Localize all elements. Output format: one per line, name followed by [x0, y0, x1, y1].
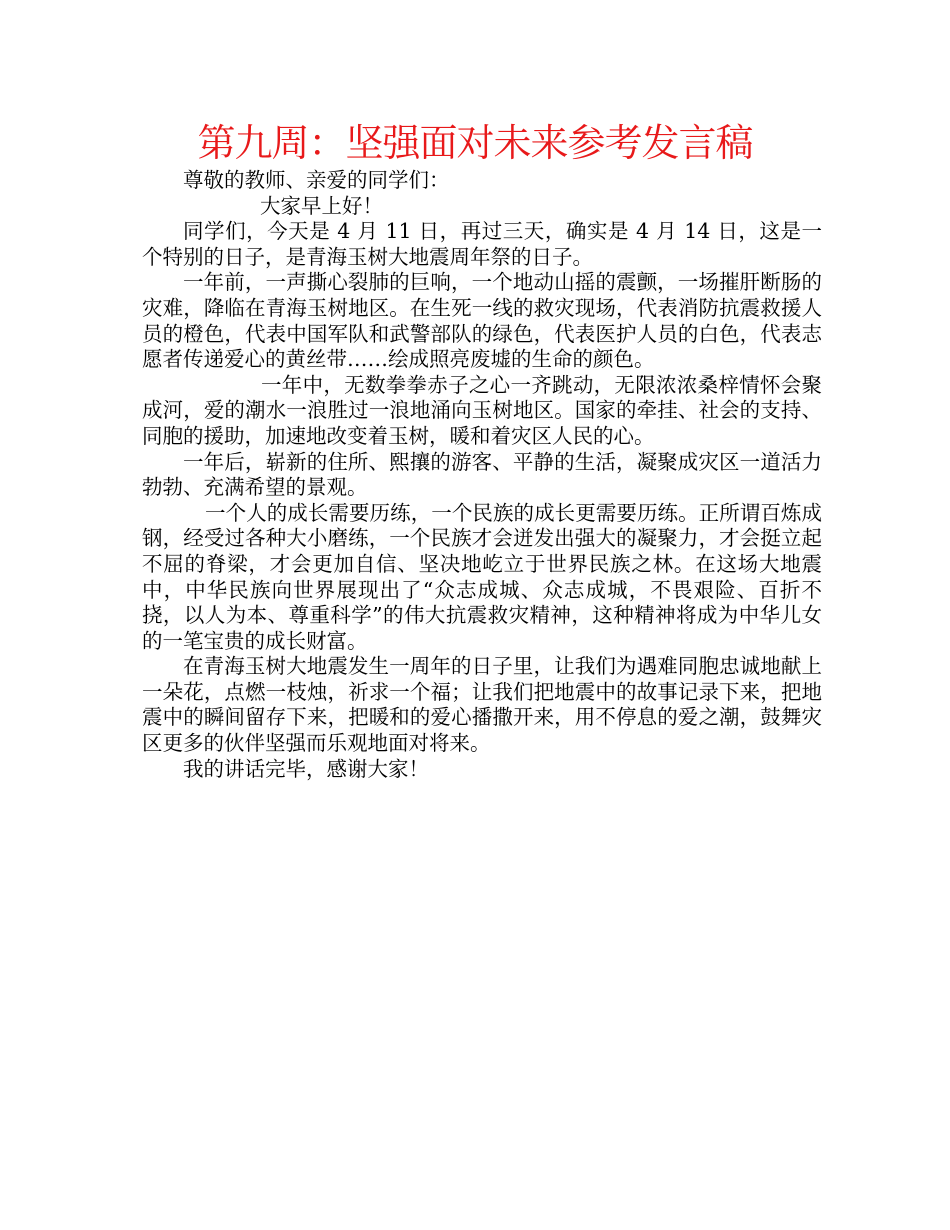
paragraph-anniversary: 在青海玉树大地震发生一周年的日子里，让我们为遇难同胞忠诚地献上一朵花，点燃一枝烛，祈求一个福；让我们把地震中的故事记录下来，把地震中的瞬间留存下来，把暖和的爱心播撒开来，用不停息的爱之潮，鼓舞灾区更多的伙伴坚强而乐观地面对将来。: [142, 654, 822, 756]
document-title: 第九周：坚强面对未来参考发言稿: [197, 121, 753, 165]
paragraph-growth: 一个人的成长需要历练，一个民族的成长更需要历练。正所谓百炼成钢，经受过各种大小磨练，一个民族才会迸发出强大的凝聚力，才会挺立起不屈的脊梁，才会更加自信、坚决地屹立于世界民族之林。在这场大地震中，中华民族向世界展现出了“众志成城、众志成城，不畏艰险、百折不挠，以人为本、尊重科学”的伟大抗震救灾精神，这种精神将成为中华儿女的一笔宝贵的成长财富。: [142, 500, 822, 653]
salutation: 尊敬的教师、亲爱的同学们：: [183, 168, 450, 192]
paragraph-year-during: 一年中，无数拳拳赤子之心一齐跳动，无限浓浓桑梓情怀会聚成河，爱的潮水一浪胜过一浪地涌向玉树地区。国家的牵挂、社会的支持、同胞的援助，加速地改变着玉树，暖和着灾区人民的心。: [142, 372, 822, 448]
paragraph-year-before: 一年前，一声撕心裂肺的巨响，一个地动山摇的震颤，一场摧肝断肠的灾难，降临在青海玉树地区。在生死一线的救灾现场，代表消防抗震救援人员的橙色，代表中国军队和武警部队的绿色，代表医护人员的白色，代表志愿者传递爱心的黄丝带……绘成照亮废墟的生命的颜色。: [142, 270, 822, 372]
document-body: [142, 168, 822, 782]
closing: 我的讲话完毕，感谢大家！: [183, 756, 429, 781]
greeting: 大家早上好！: [260, 193, 383, 218]
paragraph-year-after: 一年后，崭新的住所、熙攘的游客、平静的生活，凝聚成灾区一道活力勃勃、充满希望的景观。: [142, 449, 822, 500]
paragraph-date: 同学们，今天是 4 月 11 日，再过三天，确实是 4 月 14 日，这是一个特别的日子，是青海玉树大地震周年祭的日子。: [142, 219, 822, 269]
